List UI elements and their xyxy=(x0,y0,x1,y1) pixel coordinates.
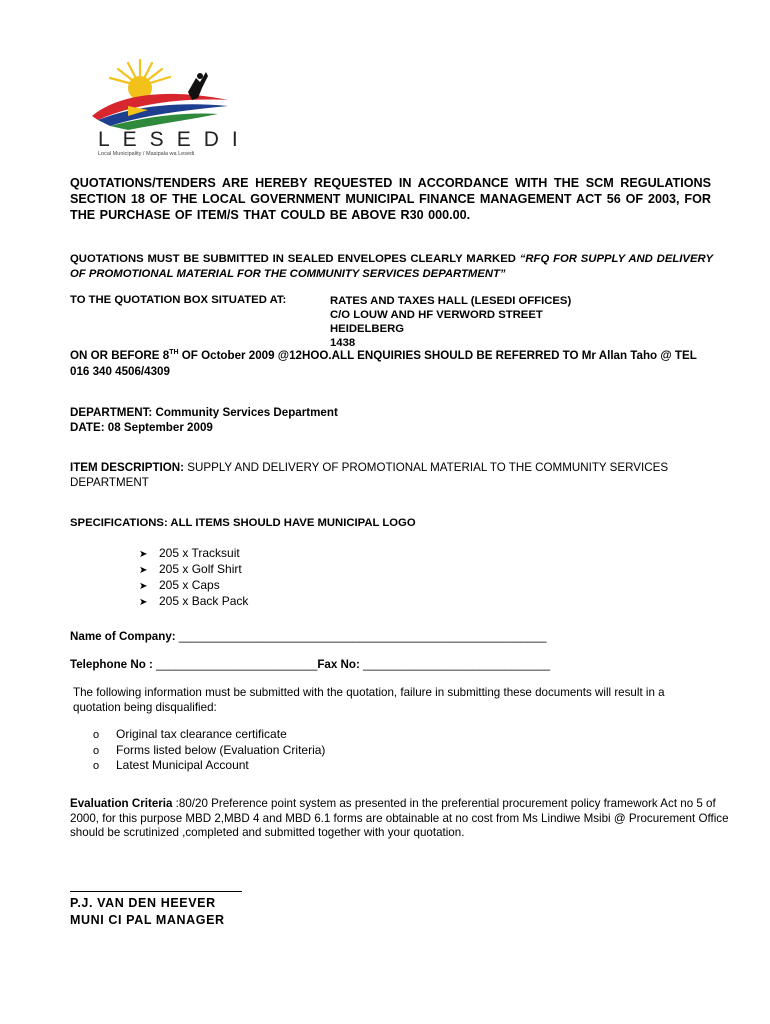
circle-bullet-icon: o xyxy=(93,729,100,741)
department-line xyxy=(70,406,338,421)
evaluation-label: Evaluation Criteria xyxy=(70,797,173,810)
item-description-label: ITEM DESCRIPTION: xyxy=(70,461,185,474)
signature-line xyxy=(70,891,242,892)
list-item xyxy=(93,743,325,759)
requirements-intro: The following information must be submitted with the quotation, failure in submitting these documents will result in a quotation being disqualified: xyxy=(73,686,665,714)
department-value: Community Services Department xyxy=(155,406,338,419)
lesedi-logo xyxy=(88,58,251,160)
company-name-label: Name of Company: xyxy=(70,630,176,643)
requirement-label: Latest Municipal Account xyxy=(116,758,249,772)
spec-item-label: 205 x Tracksuit xyxy=(159,546,240,560)
list-item xyxy=(139,578,248,594)
deadline-paragraph xyxy=(70,348,712,380)
deadline-superscript: TH xyxy=(169,349,179,356)
date-line xyxy=(70,421,338,436)
department-label: DEPARTMENT: xyxy=(70,406,153,419)
address-line: HEIDELBERG xyxy=(330,323,405,335)
list-item xyxy=(93,727,325,743)
list-item xyxy=(93,758,325,774)
evaluation-criteria xyxy=(70,797,742,841)
rfq-marking: “RFQ FOR SUPPLY AND DELIVERY OF PROMOTIONAL MATERIAL FOR THE COMMUNITY SERVICES DEPARTMENT” xyxy=(70,253,713,280)
date-value: 08 September 2009 xyxy=(107,420,213,434)
item-description-value: SUPPLY AND DELIVERY OF PROMOTIONAL MATERIAL TO THE COMMUNITY SERVICES DEPARTMENT xyxy=(70,461,669,489)
list-item xyxy=(139,546,248,562)
requirements-list xyxy=(93,727,325,774)
arrow-bullet-icon: ➤ xyxy=(139,597,148,608)
lesedi-emblem-icon xyxy=(88,58,238,133)
deadline-text: ON OR BEFORE 8 xyxy=(70,349,170,362)
department-block xyxy=(70,406,338,435)
fax-blank[interactable]: _____________________________ xyxy=(363,658,551,671)
spec-item-label: 205 x Caps xyxy=(159,578,220,592)
circle-bullet-icon: o xyxy=(93,744,100,757)
quotation-box-address xyxy=(330,294,571,350)
deadline-text-rest: OF October 2009 @12HOO.ALL ENQUIRIES SHOULD BE REFERRED TO Mr Allan Taho @ TEL 016 340 4506/4309 xyxy=(70,349,697,378)
list-item xyxy=(139,594,248,610)
telephone-fax-field xyxy=(70,658,550,671)
logo-tagline: Local Municipality / Masipala wa Lesedi xyxy=(98,151,195,157)
signatory-title: MUNI CI PAL MANAGER xyxy=(70,913,225,927)
telephone-label: Telephone No : xyxy=(70,658,153,671)
fax-label: Fax No: xyxy=(317,658,360,671)
sealed-envelope-notice xyxy=(70,252,713,281)
signatory-name: P.J. VAN DEN HEEVER xyxy=(70,896,216,910)
arrow-bullet-icon: ➤ xyxy=(139,549,148,560)
circle-bullet-icon: o xyxy=(93,760,100,772)
spec-item-label: 205 x Back Pack xyxy=(159,594,249,608)
address-line: 1438 xyxy=(330,337,356,349)
item-description xyxy=(70,461,690,490)
specifications-heading: SPECIFICATIONS: ALL ITEMS SHOULD HAVE MUNICIPAL LOGO xyxy=(70,517,416,529)
quotation-box-label: TO THE QUOTATION BOX SITUATED AT: xyxy=(70,294,287,306)
specifications-list xyxy=(139,546,248,610)
intro-paragraph: QUOTATIONS/TENDERS ARE HEREBY REQUESTED IN ACCORDANCE WITH THE SCM REGULATIONS SECTION 18 OF THE LOCAL GOVERNMENT MUNICIPAL FINANCE MANAGEMENT ACT 56 OF 2003, FOR THE PURCHASE OF ITEM/S THAT COULD BE ABOVE R30 000.00. xyxy=(70,176,711,222)
requirement-label: Forms listed below (Evaluation Criteria) xyxy=(116,742,326,757)
date-label: DATE: xyxy=(70,420,105,434)
sealed-notice-prefix: QUOTATIONS MUST BE SUBMITTED IN SEALED ENVELOPES CLEARLY MARKED xyxy=(70,253,520,265)
logo-wordmark: LESEDI xyxy=(98,128,251,151)
evaluation-text: :80/20 Preference point system as presented in the preferential procurement policy framework Act no 5 of 2000, for this purpose MBD 2,MBD 4 and MBD 6.1 forms are obtainable at no cost from Ms Lindiwe Msibi @ Procurement Office should be scrutinized ,completed and submitted together with your quotation. xyxy=(70,797,729,839)
telephone-blank[interactable]: _________________________ xyxy=(156,658,318,671)
address-line: C/O LOUW AND HF VERWORD STREET xyxy=(330,309,543,321)
requirement-label: Original tax clearance certificate xyxy=(116,727,287,741)
arrow-bullet-icon: ➤ xyxy=(139,581,148,592)
address-line: RATES AND TAXES HALL (LESEDI OFFICES) xyxy=(330,295,572,307)
company-name-field xyxy=(70,630,546,643)
signatory-block xyxy=(70,895,225,929)
company-name-blank[interactable]: _________________________________________________________ xyxy=(178,630,547,643)
arrow-bullet-icon: ➤ xyxy=(139,565,148,576)
list-item xyxy=(139,562,248,578)
spec-item-label: 205 x Golf Shirt xyxy=(159,562,242,576)
